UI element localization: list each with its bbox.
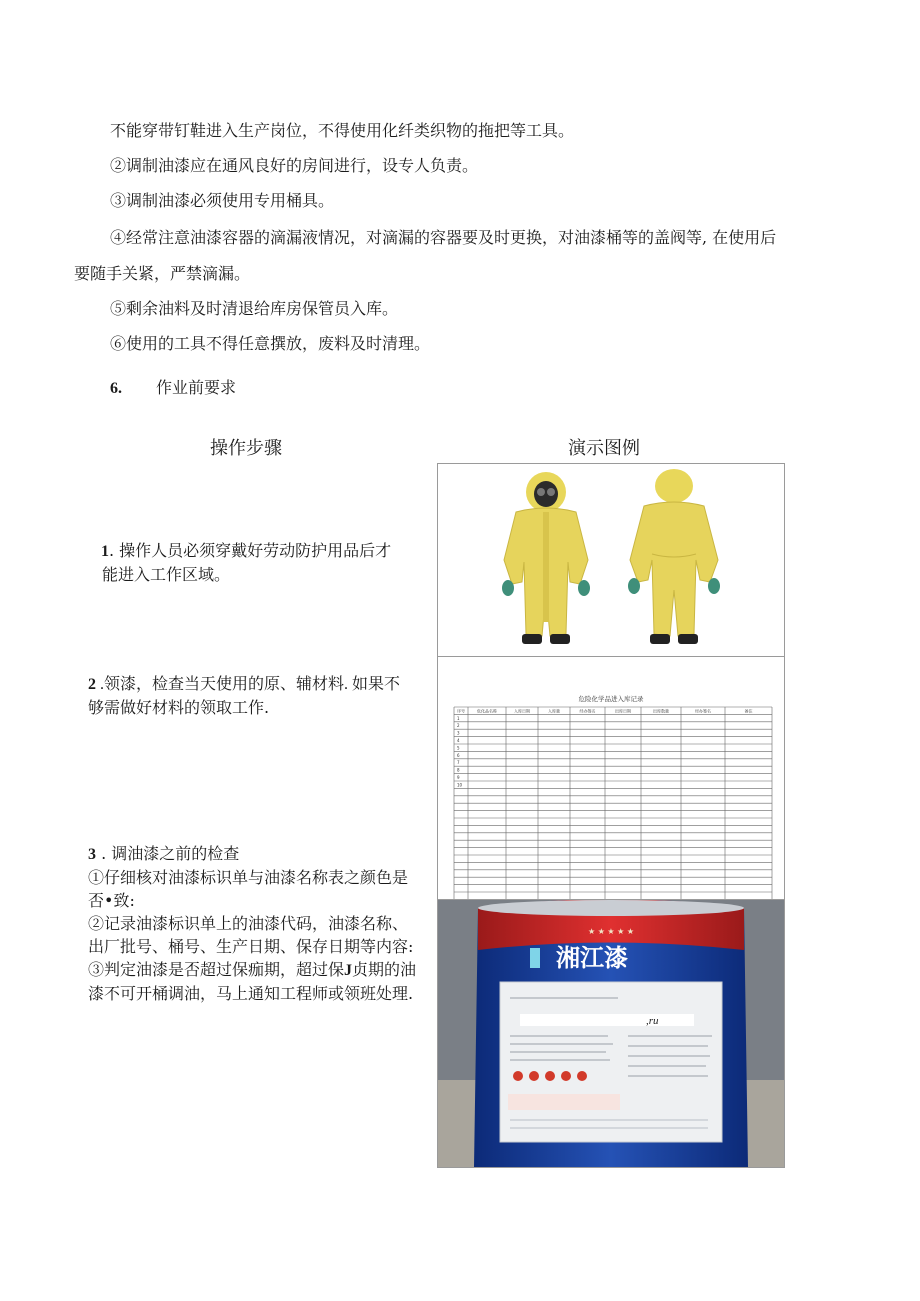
- form-header-cell: 备注: [744, 708, 753, 714]
- step-3-line1: ①仔细核对油漆标识单与油漆名称表之颜色是: [88, 868, 409, 887]
- protective-suit-image: [437, 463, 785, 658]
- paragraph-leak-check-line1: ④经常注意油漆容器的滴漏液情况，对滴漏的容器要及时更换，对油漆桶等的盖阀等, 在使用后: [110, 228, 777, 247]
- form-header-cell: 出库日期: [615, 708, 631, 714]
- step-2-line1: .领漆，检查当天使用的原、辅材料. 如果不: [96, 676, 401, 693]
- form-row-number: 3: [457, 730, 460, 736]
- paint-can-image: [437, 899, 785, 1168]
- form-row-number: 1: [457, 715, 460, 721]
- suit-back-figure: [628, 469, 720, 644]
- step-1: [101, 539, 391, 586]
- paragraph-ventilation: ②调制油漆应在通风良好的房间进行，设专人负责。: [110, 156, 479, 175]
- form-row-number: 5: [457, 745, 460, 751]
- record-form-illustration: [438, 657, 784, 900]
- form-row-number: 10: [457, 782, 463, 788]
- step-3-number: 3: [88, 846, 96, 863]
- step-3-title: . 调油漆之前的检查: [96, 844, 240, 863]
- form-header-cell: 出库数量: [653, 708, 669, 714]
- suit-front-figure: [502, 472, 590, 644]
- svg-text:★ ★ ★ ★ ★: ★ ★ ★ ★ ★: [587, 927, 635, 936]
- record-form-image: [437, 656, 785, 901]
- step-1-line1: . 操作人员必须穿戴好劳动防护用品后才: [109, 541, 392, 560]
- step-3-line5: ③判定油漆是否超过保痂期，超过保J贞期的油: [88, 960, 417, 979]
- column-heading-steps: 操作步骤: [210, 438, 282, 459]
- paragraph-return-materials: ⑤剩余油料及时清退给库房保管员入库。: [110, 299, 399, 318]
- step-3-line3: ②记录油漆标识单上的油漆代码，油漆名称、: [88, 914, 409, 933]
- section-number: 6.: [110, 380, 122, 397]
- form-header-cell: 序号: [457, 708, 465, 714]
- form-row-number: 6: [457, 752, 460, 758]
- form-row-number: 4: [457, 738, 460, 743]
- form-row-number: 8: [457, 767, 460, 773]
- paragraph-dedicated-bucket: ③调制油漆必须使用专用桶具。: [110, 191, 335, 210]
- form-header-cell: 入库日期: [514, 708, 530, 714]
- form-title: 危险化学品进入库记录: [578, 695, 644, 703]
- form-header-cell: 危化品名称: [477, 708, 497, 714]
- step-1-number: 1: [101, 543, 109, 560]
- form-header-cell: 入库量: [548, 708, 560, 714]
- step-3-line6: 漆不可开桶调油，马上通知工程师或领班处理.: [88, 984, 414, 1003]
- form-row-number: 7: [457, 760, 460, 766]
- paragraph-no-spiked-shoes: 不能穿带钉鞋进入生产岗位，不得使用化纤类织物的拖把等工具。: [110, 121, 575, 140]
- paragraph-tool-cleanup: ⑥使用的工具不得任意撰放，废料及时清理。: [110, 334, 431, 353]
- form-row-number: 2: [457, 723, 460, 729]
- step-1-line2: 能进入工作区域。: [102, 565, 231, 584]
- form-header-cell: 经办签名: [579, 708, 596, 714]
- step-2-line2: 够需做好材料的领取工作.: [88, 698, 270, 717]
- step-3-line4: 出厂批号、桶号、生产日期、保存日期等内容:: [88, 937, 414, 956]
- protective-suit-illustration: [438, 464, 784, 657]
- step-2-number: 2: [88, 676, 96, 693]
- form-row-number: 9: [457, 775, 460, 780]
- paint-brand-text: 湘江漆: [556, 944, 628, 972]
- step-2: [88, 672, 400, 719]
- column-heading-images: 演示图例: [568, 438, 640, 459]
- form-header-cell: 经办签名: [695, 708, 711, 714]
- paragraph-leak-check-line2: 要随手关紧，严禁滴漏。: [74, 264, 251, 283]
- paint-can-illustration: [438, 900, 784, 1167]
- step-3-line2: 否•致:: [88, 891, 135, 910]
- section-heading: [110, 375, 236, 398]
- step-3: [88, 842, 416, 1005]
- section-title: 作业前要求: [156, 378, 237, 397]
- step-3-stray-j: J: [344, 962, 353, 979]
- form-grid: [454, 707, 772, 899]
- paint-label-mark: ,ru: [646, 1015, 659, 1027]
